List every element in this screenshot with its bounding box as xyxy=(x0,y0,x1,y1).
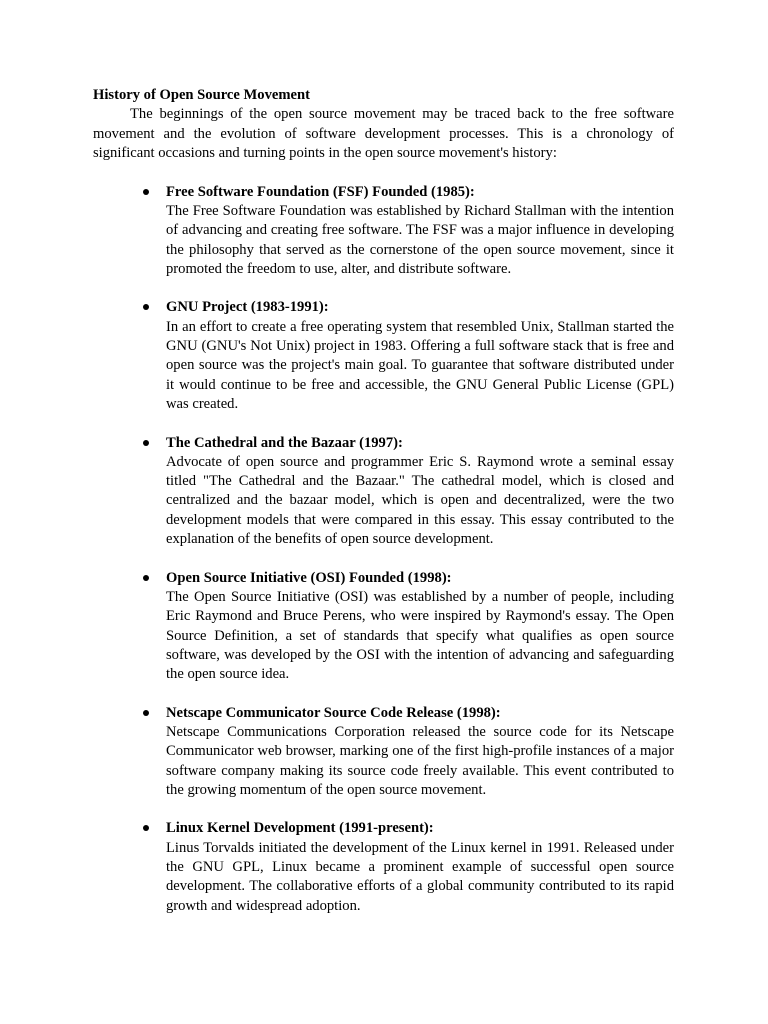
item-body: In an effort to create a free operating system that resembled Unix, Stallman started the GNU (GNU's Not Unix) project in 1983. Offering a full software stack that is free and open source was the project's main goal. To guarantee that software distributed under it would continue to be free and accessible, the GNU General Public License (GPL) was created. xyxy=(166,318,674,412)
item-body: The Open Source Initiative (OSI) was established by a number of people, including Eric Raymond and Bruce Perens, who were inspired by Raymond's essay. The Open Source Definition, a set of standards that specify what qualifies as open source software, was developed by the OSI with the intention of advancing and safeguarding the open source idea. xyxy=(166,588,674,683)
item-body: The Free Software Foundation was established by Richard Stallman with the intention of advancing and creating free software. The FSF was a major influence in developing the philosophy that served as the cornerstone of the open source movement, since it promoted the freedom to use, alter, and distribute software. xyxy=(166,202,674,277)
item-body: Netscape Communications Corporation released the source code for its Netscape Communicator web browser, marking one of the first high-profile instances of a major software company making its source code freely available. This event contributed to the growing momentum of the open source movement. xyxy=(166,724,674,798)
list-item xyxy=(166,434,674,550)
list-item xyxy=(166,298,674,414)
bullet-icon xyxy=(143,575,149,581)
item-title: Open Source Initiative (OSI) Founded (1998): xyxy=(166,569,452,586)
bullet-icon xyxy=(143,710,149,716)
list-item xyxy=(166,704,674,800)
item-title: Netscape Communicator Source Code Release (1998): xyxy=(166,704,501,721)
item-title: Linux Kernel Development (1991-present): xyxy=(166,820,434,837)
document-page xyxy=(93,86,674,916)
bullet-icon xyxy=(143,440,149,446)
list-item xyxy=(166,183,674,279)
item-title: GNU Project (1983-1991): xyxy=(166,299,329,316)
item-title: Free Software Foundation (FSF) Founded (1985): xyxy=(166,183,475,200)
item-body: Advocate of open source and programmer Eric S. Raymond wrote a seminal essay titled "The Cathedral and the Bazaar." The cathedral model, which is closed and centralized and the bazaar model, which is open and decentralized, were the two development models that were compared in this essay. This essay contributed to the explanation of the benefits of open source development. xyxy=(166,453,674,548)
item-body: Linus Torvalds initiated the development of the Linux kernel in 1991. Released under the GNU GPL, Linux became a prominent example of successful open source development. The collaborative efforts of a global community contributed to its rapid growth and widespread adoption. xyxy=(166,839,674,914)
bullet-icon xyxy=(143,825,149,831)
document-title: History of Open Source Movement xyxy=(93,87,310,103)
list-item xyxy=(166,569,674,685)
bullet-icon xyxy=(143,304,149,310)
intro-paragraph: The beginnings of the open source movement may be traced back to the free software movement and the evolution of software development processes. This is a chronology of significant occasions and turning points in the open source movement's history: xyxy=(93,106,674,161)
list-item xyxy=(166,819,674,915)
bullet-icon xyxy=(143,189,149,195)
item-title: The Cathedral and the Bazaar (1997): xyxy=(166,434,403,451)
timeline-list xyxy=(93,183,674,916)
